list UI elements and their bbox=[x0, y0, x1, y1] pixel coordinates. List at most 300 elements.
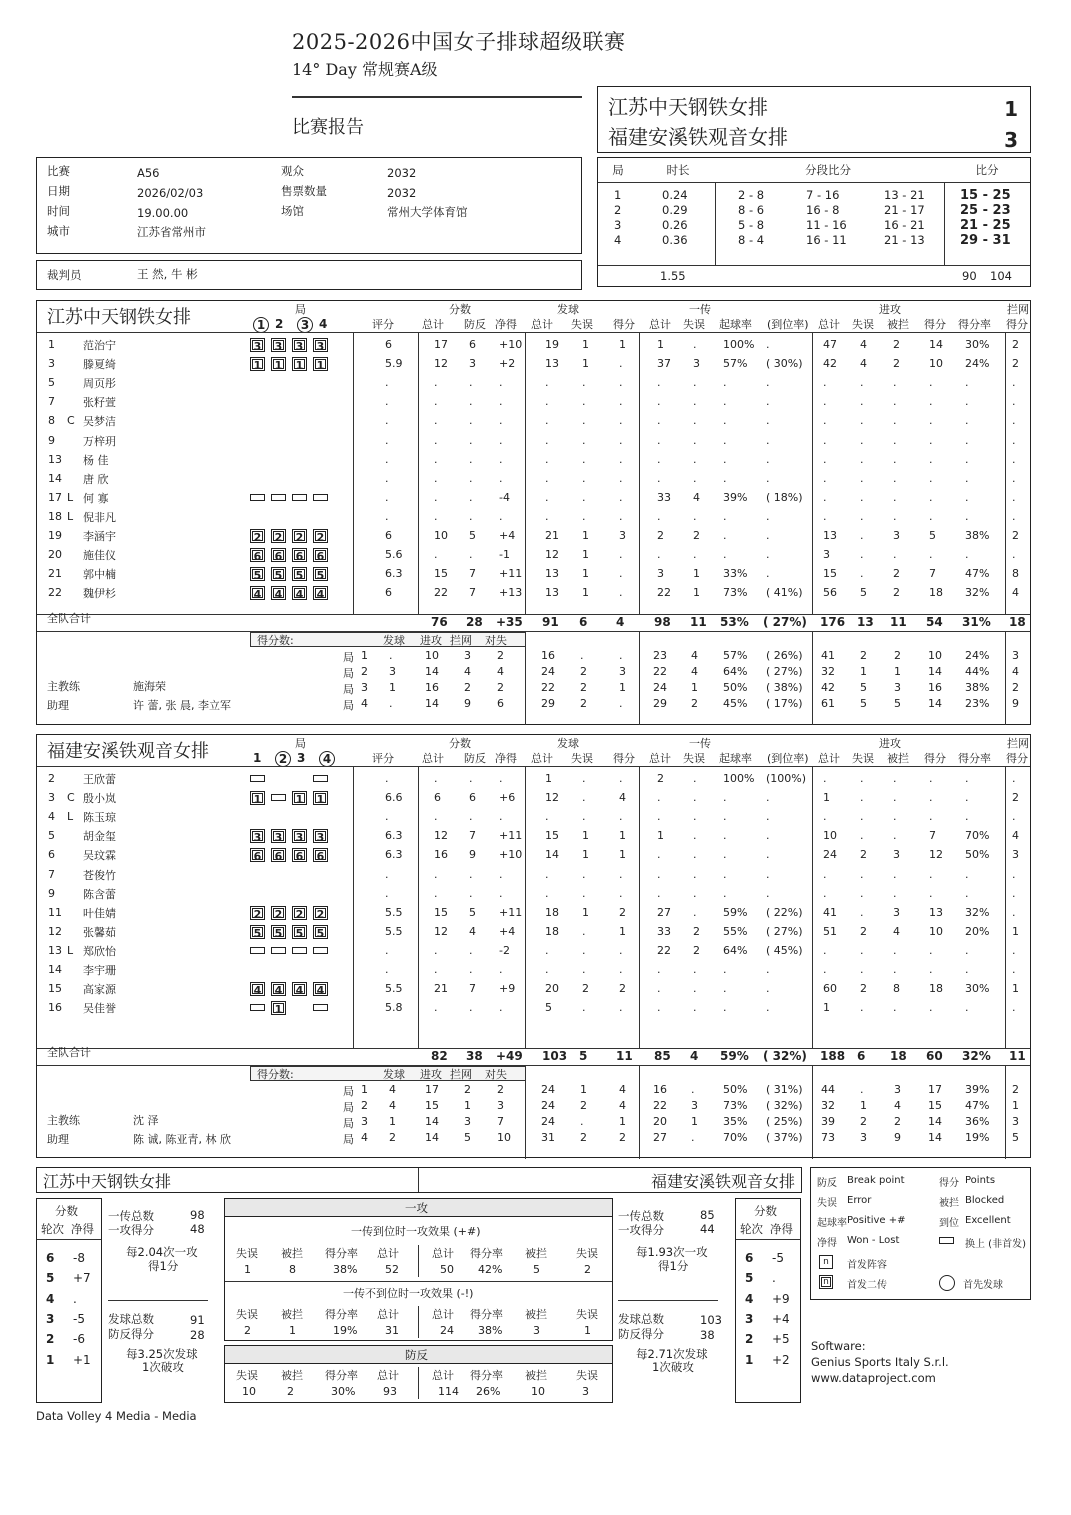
column-divider bbox=[418, 1306, 419, 1338]
stat-rec-err: . bbox=[693, 338, 697, 351]
positive-value: 8 bbox=[289, 1263, 296, 1276]
set-stat-att: 15 bbox=[425, 1099, 439, 1112]
stat-att-pct: . bbox=[965, 490, 969, 504]
stat-rec-pos: 64% bbox=[723, 943, 748, 957]
stat-bp: 5 bbox=[469, 529, 476, 542]
rotation-number: 3 bbox=[46, 1311, 55, 1326]
set-stat-a-pct: 39% bbox=[965, 1083, 990, 1096]
stat-pts: 12 bbox=[434, 924, 448, 938]
stat-srv-err: 1 bbox=[582, 338, 589, 351]
player-name: 郭中楠 bbox=[83, 568, 116, 582]
set-stat-blk: 3 bbox=[464, 649, 471, 662]
total-points-home: 90 bbox=[962, 269, 977, 283]
rotation-number: 4 bbox=[46, 1291, 55, 1306]
stat-att-pts: . bbox=[929, 471, 933, 485]
stat-att-pts: . bbox=[929, 943, 933, 957]
team-total-rec-pos: 59% bbox=[720, 1049, 749, 1063]
stat-rec-exc: . bbox=[766, 414, 770, 428]
break-point-label: 防反得分 bbox=[618, 1327, 664, 1341]
player-name: 范治宁 bbox=[83, 339, 116, 352]
stat-wl: +4 bbox=[499, 529, 516, 542]
software-credit bbox=[811, 1338, 949, 1386]
column-header: 防反 bbox=[464, 318, 486, 331]
away-sets-won: 3 bbox=[1004, 128, 1018, 152]
substitute-marker bbox=[250, 1004, 265, 1011]
team-total-rec: 98 bbox=[654, 615, 671, 629]
player-name: 王欣蕾 bbox=[83, 773, 116, 786]
starting-position-value: 3 bbox=[253, 831, 262, 845]
stat-att: 10 bbox=[823, 829, 837, 843]
stat-att-blk: . bbox=[893, 772, 897, 785]
stat-srv-err: 1 bbox=[582, 357, 589, 371]
stat-vote: 5.6 bbox=[385, 548, 403, 562]
set-number: 2 bbox=[614, 203, 622, 217]
set-stat-s-pts: 1 bbox=[619, 1115, 626, 1128]
stat-blk: . bbox=[1012, 414, 1016, 428]
set-stat-b-pts: 3 bbox=[1012, 649, 1019, 662]
stat-rec-err: . bbox=[693, 376, 697, 390]
first-attack-column: 得分率 bbox=[325, 1247, 358, 1260]
transition-column: 被拦 bbox=[281, 1369, 303, 1382]
points-opp-header: 对失 bbox=[485, 1068, 507, 1081]
starting-position-box bbox=[271, 548, 286, 562]
stat-att-pct: 47% bbox=[965, 567, 990, 581]
group-header-reception: 一传 bbox=[689, 737, 711, 750]
row-divider bbox=[225, 1281, 612, 1282]
stat-rec: . bbox=[657, 963, 661, 976]
starting-position-box bbox=[271, 586, 286, 600]
column-header: 总计 bbox=[531, 318, 553, 331]
set-stat-a-pct: 36% bbox=[965, 1115, 990, 1128]
stat-att-err: . bbox=[860, 414, 864, 428]
set-stat-s-tot: 31 bbox=[541, 1131, 555, 1144]
stat-vote: . bbox=[385, 376, 389, 390]
stat-att: . bbox=[823, 433, 827, 447]
set-stat-a-blk: 3 bbox=[894, 1083, 901, 1096]
set-stat-a-err: 2 bbox=[860, 1115, 867, 1128]
player-name: 苍俊竹 bbox=[83, 868, 116, 882]
stat-srv-pts: . bbox=[619, 548, 623, 562]
team-total-label: 全队合计 bbox=[47, 612, 91, 625]
set-row-label: 局 bbox=[343, 667, 354, 680]
column-divider bbox=[353, 766, 354, 1048]
row-divider bbox=[108, 1300, 208, 1301]
stat-bp: 6 bbox=[469, 338, 476, 351]
stat-wl: . bbox=[499, 395, 503, 409]
player-name: 杨 佳 bbox=[83, 453, 109, 467]
stat-att-pct: . bbox=[965, 772, 969, 785]
set-stat-r-tot: 29 bbox=[653, 697, 667, 710]
stat-rec-exc: . bbox=[766, 848, 770, 862]
stat-vote: . bbox=[385, 414, 389, 428]
player-number: 6 bbox=[48, 848, 55, 862]
stat-rec-pos: 73% bbox=[723, 586, 748, 600]
set-stat-a-blk: 1 bbox=[894, 665, 901, 678]
first-attack-label: 一攻得分 bbox=[108, 1223, 154, 1237]
set-row-number: 1 bbox=[361, 1083, 368, 1096]
set-number: 1 bbox=[253, 751, 262, 765]
starting-position-value: 2 bbox=[316, 907, 325, 921]
stat-rec-pos: . bbox=[723, 529, 727, 542]
stat-srv-pts: 1 bbox=[619, 924, 626, 938]
set-partial-16: 11 - 16 bbox=[806, 218, 847, 232]
stat-wl: +2 bbox=[499, 357, 516, 371]
set-stat-r-tot: 27 bbox=[653, 1131, 667, 1144]
negative-value: 31 bbox=[385, 1324, 399, 1337]
set-stat-b-pts: 3 bbox=[1012, 1115, 1019, 1128]
stat-rec-pos: . bbox=[723, 829, 727, 843]
stat-srv: . bbox=[545, 471, 549, 485]
starting-position-value: 1 bbox=[295, 359, 304, 373]
city-label: 城市 bbox=[47, 224, 70, 238]
rotation-score-box bbox=[735, 1198, 801, 1403]
column-header: 失误 bbox=[852, 318, 874, 331]
set-stat-s-err: 2 bbox=[580, 1099, 587, 1112]
stat-rec-err: . bbox=[693, 867, 697, 881]
set-final-score: 25 - 23 bbox=[960, 203, 1011, 218]
set-stat-blk: 2 bbox=[464, 681, 471, 694]
starting-position-value: 3 bbox=[274, 831, 283, 845]
set-row-label: 局 bbox=[343, 1133, 354, 1146]
starting-position-box bbox=[292, 906, 307, 920]
starting-position-value: 2 bbox=[295, 907, 304, 921]
stat-bp: . bbox=[469, 395, 473, 409]
stat-att-pct: . bbox=[965, 509, 969, 523]
set-stat-s-tot: 24 bbox=[541, 1099, 555, 1112]
stat-rec-err: 1 bbox=[693, 586, 700, 600]
first-attack-title: 一攻 bbox=[405, 1201, 428, 1215]
player-number: 17 bbox=[48, 490, 62, 504]
stat-rec-pos: 39% bbox=[723, 490, 748, 504]
stat-vote: . bbox=[385, 963, 389, 976]
stat-bp: . bbox=[469, 471, 473, 485]
stat-pts: . bbox=[434, 1001, 438, 1015]
set-stat-a-pts: 14 bbox=[928, 697, 942, 710]
stat-att: . bbox=[823, 414, 827, 428]
set-partial-8: 5 - 8 bbox=[738, 218, 765, 232]
stat-att: . bbox=[823, 452, 827, 466]
set-partial-21: 16 - 21 bbox=[884, 218, 925, 232]
stat-att: . bbox=[823, 376, 827, 390]
championship-title: 2025-2026中国女子排球超级联赛 bbox=[292, 30, 626, 54]
stat-bp: . bbox=[469, 509, 473, 523]
rotation-net: -5 bbox=[73, 1311, 85, 1326]
stat-att-pct: 38% bbox=[965, 529, 990, 542]
stat-att-pct: . bbox=[965, 414, 969, 428]
team-total-srv-err: 6 bbox=[579, 615, 588, 629]
stat-bp: 7 bbox=[469, 829, 476, 843]
stat-att-err: . bbox=[860, 376, 864, 390]
set-stat-r-pos: 57% bbox=[723, 649, 748, 662]
player-number: 16 bbox=[48, 1001, 62, 1015]
team-total-blk: 18 bbox=[1009, 615, 1026, 629]
points-serve-header: 发球 bbox=[383, 634, 405, 647]
stat-srv-err: 1 bbox=[582, 848, 589, 862]
transition-value: 30% bbox=[331, 1385, 356, 1398]
set-row-number: 3 bbox=[361, 1115, 368, 1128]
stat-bp: . bbox=[469, 963, 473, 976]
stat-srv: 21 bbox=[545, 529, 559, 542]
stat-vote: 6.3 bbox=[385, 829, 403, 843]
stat-bp: 7 bbox=[469, 982, 476, 996]
stat-srv: . bbox=[545, 414, 549, 428]
stat-att-pts: 10 bbox=[929, 357, 943, 371]
set-stat-s-tot: 24 bbox=[541, 1115, 555, 1128]
team-total-srv: 103 bbox=[542, 1049, 568, 1063]
stat-rec: 22 bbox=[657, 586, 671, 600]
stat-vote: 5.9 bbox=[385, 357, 403, 371]
stat-att-blk: . bbox=[893, 414, 897, 428]
stat-att-pct: . bbox=[965, 867, 969, 881]
stat-srv-err: . bbox=[582, 963, 586, 976]
stat-rec-err: . bbox=[693, 963, 697, 976]
legend-term-cn: 到位 bbox=[939, 1218, 959, 1229]
rotation-number: 1 bbox=[46, 1352, 55, 1367]
stat-att-err: . bbox=[860, 509, 864, 523]
starting-setter-icon bbox=[819, 1275, 833, 1289]
player-number: 20 bbox=[48, 548, 62, 562]
stat-att-blk: . bbox=[893, 376, 897, 390]
rotation-number: 5 bbox=[745, 1271, 754, 1286]
stat-att-pct: 24% bbox=[965, 357, 990, 371]
player-number: 5 bbox=[48, 829, 55, 843]
stat-pts: . bbox=[434, 452, 438, 466]
player-number: 9 bbox=[48, 433, 55, 447]
starting-position-box bbox=[250, 529, 265, 543]
starting-position-value: 4 bbox=[295, 984, 304, 998]
stat-rec: . bbox=[657, 1001, 661, 1015]
set-stat-s-err: . bbox=[580, 1115, 584, 1128]
home-efficiency-summary bbox=[108, 1206, 218, 1406]
stat-rec: . bbox=[657, 867, 661, 881]
starting-position-box bbox=[271, 357, 286, 371]
first-attack-column: 总计 bbox=[432, 1308, 454, 1321]
stat-blk: . bbox=[1012, 867, 1016, 881]
starting-position-value: 5 bbox=[274, 569, 283, 583]
stat-bp: . bbox=[469, 376, 473, 390]
stat-srv-err: . bbox=[582, 509, 586, 523]
positive-value: 52 bbox=[385, 1263, 399, 1276]
serve-break-ratio: 每3.25次发球 bbox=[126, 1347, 198, 1361]
stat-rec-exc: . bbox=[766, 567, 770, 581]
team-total-att-pct: 32% bbox=[962, 1049, 991, 1063]
set-stat-att: 14 bbox=[425, 1131, 439, 1144]
legend-term-en: Points bbox=[965, 1175, 996, 1186]
stat-att-pts: . bbox=[929, 772, 933, 785]
stat-rec-pos: . bbox=[723, 1001, 727, 1015]
stat-srv-pts: 2 bbox=[619, 982, 626, 996]
stat-rec: 22 bbox=[657, 943, 671, 957]
stat-rec-exc: . bbox=[766, 529, 770, 542]
first-attack-column: 被拦 bbox=[525, 1308, 547, 1321]
starting-position-value: 2 bbox=[274, 907, 283, 921]
player-number: 22 bbox=[48, 586, 62, 600]
stat-att-err: 2 bbox=[860, 848, 867, 862]
tickets-value: 2032 bbox=[387, 186, 417, 200]
set-row-number: 4 bbox=[361, 697, 368, 710]
column-header: 得分率 bbox=[958, 318, 991, 331]
set-partial-16: 7 - 16 bbox=[806, 188, 840, 202]
coach-label: 主教练 bbox=[47, 1114, 80, 1127]
column-divider bbox=[1005, 631, 1006, 725]
team-total-srv-pts: 4 bbox=[616, 615, 625, 629]
starting-position-value: 3 bbox=[274, 340, 283, 353]
team-total-pts: 76 bbox=[431, 615, 448, 629]
stat-pts: . bbox=[434, 509, 438, 523]
time-value: 19.00.00 bbox=[137, 206, 189, 220]
stat-srv: . bbox=[545, 867, 549, 881]
stat-att-blk: . bbox=[893, 395, 897, 409]
stat-att: 24 bbox=[823, 848, 837, 862]
first-attack-column: 被拦 bbox=[281, 1247, 303, 1260]
stat-srv-err: 1 bbox=[582, 548, 589, 562]
divider bbox=[292, 96, 582, 98]
set-stat-a-pts: 17 bbox=[928, 1083, 942, 1096]
stat-att-err: . bbox=[860, 471, 864, 485]
stat-vote: . bbox=[385, 509, 389, 523]
legend-term-en: Excellent bbox=[965, 1215, 1011, 1226]
legend-term-cn: 得分 bbox=[939, 1178, 959, 1189]
stat-rec-err: 1 bbox=[693, 567, 700, 581]
stat-pts: . bbox=[434, 867, 438, 881]
starting-position-value: 4 bbox=[253, 588, 262, 602]
starting-position-box bbox=[250, 906, 265, 920]
set-partial-21: 21 - 17 bbox=[884, 203, 925, 217]
set-row-number: 1 bbox=[361, 649, 368, 662]
home-sets-won: 1 bbox=[1004, 97, 1018, 121]
stat-att-err: 2 bbox=[860, 982, 867, 996]
player-name: 吴佳誉 bbox=[83, 1002, 116, 1016]
stat-pts: . bbox=[434, 943, 438, 957]
set-stat-a-tot: 41 bbox=[821, 649, 835, 662]
transition-title: 防反 bbox=[405, 1348, 428, 1362]
stat-att: 1 bbox=[823, 1001, 830, 1015]
starting-position-box bbox=[292, 925, 307, 939]
player-name: 吴梦洁 bbox=[83, 415, 116, 429]
starting-position-box bbox=[313, 338, 328, 352]
starting-position-box bbox=[313, 906, 328, 920]
player-name: 施佳仪 bbox=[83, 549, 116, 563]
first-attack-column: 失误 bbox=[576, 1247, 598, 1260]
player-number: 11 bbox=[48, 905, 62, 919]
column-divider bbox=[1005, 332, 1006, 614]
team-total-att: 188 bbox=[820, 1049, 846, 1063]
substitute-marker bbox=[292, 494, 307, 501]
rotation-header: 分数 bbox=[754, 1204, 777, 1218]
stat-att-pts: . bbox=[929, 548, 933, 562]
player-name: 高家源 bbox=[83, 983, 116, 997]
set-stat-a-blk: 5 bbox=[894, 697, 901, 710]
stat-rec-exc: ( 41%) bbox=[766, 586, 803, 600]
stat-rec-exc: (100%) bbox=[766, 772, 807, 785]
stat-wl: . bbox=[499, 471, 503, 485]
player-name: 吴玟霖 bbox=[83, 849, 116, 863]
set-stat-r-tot: 23 bbox=[653, 649, 667, 662]
stat-att-pts: . bbox=[929, 414, 933, 428]
assistant-names: 陈 诚, 陈亚青, 林 欣 bbox=[133, 1133, 231, 1146]
set-stat-s-err: 2 bbox=[580, 697, 587, 710]
audience-value: 2032 bbox=[387, 166, 417, 180]
set-stat-srv: . bbox=[389, 649, 393, 662]
team-total-wl: +35 bbox=[496, 615, 523, 629]
stat-pts: . bbox=[434, 471, 438, 485]
column-header: 得分率 bbox=[958, 752, 991, 765]
set-number: 2 bbox=[275, 317, 284, 331]
stat-vote: . bbox=[385, 452, 389, 466]
set-stat-att: 16 bbox=[425, 681, 439, 694]
first-attack-column: 总计 bbox=[377, 1247, 399, 1260]
stat-pts: 15 bbox=[434, 905, 448, 919]
stat-rec-err: . bbox=[693, 829, 697, 843]
set-stat-a-tot: 32 bbox=[821, 665, 835, 678]
set-number-header bbox=[319, 317, 327, 331]
stat-rec-err: . bbox=[693, 848, 697, 862]
transition-value: 26% bbox=[476, 1385, 501, 1398]
stat-rec-pos: 100% bbox=[723, 338, 755, 351]
set-stat-a-tot: 44 bbox=[821, 1083, 835, 1096]
player-number: 2 bbox=[48, 772, 55, 785]
starting-position-value: 3 bbox=[316, 340, 325, 353]
set-stat-r-pos: 64% bbox=[723, 665, 748, 678]
stat-vote: . bbox=[385, 810, 389, 824]
set-stat-blk: 3 bbox=[464, 1115, 471, 1128]
sets-hdr-duration: 时长 bbox=[666, 163, 690, 177]
stat-rec-err: . bbox=[693, 810, 697, 824]
sets-hdr-score: 比分 bbox=[975, 163, 999, 177]
column-header: (到位率) bbox=[767, 318, 809, 331]
set-number-header bbox=[275, 751, 291, 767]
legend-term-cn: 被拦 bbox=[939, 1198, 959, 1209]
stat-att-err: . bbox=[860, 963, 864, 976]
first-attack-column: 失误 bbox=[236, 1247, 258, 1260]
negative-value: 38% bbox=[478, 1324, 503, 1337]
stat-rec: 3 bbox=[657, 567, 664, 581]
player-number: 3 bbox=[48, 357, 55, 371]
set-row-label: 局 bbox=[343, 699, 354, 712]
set-stat-opp: 2 bbox=[497, 1083, 504, 1096]
stat-att-err: 2 bbox=[860, 924, 867, 938]
stat-pts: . bbox=[434, 772, 438, 785]
stat-rec: 27 bbox=[657, 905, 671, 919]
first-serve-label: 首先发球 bbox=[963, 1280, 1003, 1291]
set-stat-blk: 5 bbox=[464, 1131, 471, 1144]
stat-att: . bbox=[823, 886, 827, 900]
serve-total-label: 发球总数 bbox=[108, 1312, 154, 1326]
set-stat-r-exc: ( 32%) bbox=[766, 1099, 803, 1112]
set-number-header bbox=[253, 317, 269, 333]
stat-wl: . bbox=[499, 1001, 503, 1015]
stat-att-pts: 18 bbox=[929, 586, 943, 600]
team-total-rec-pos: 53% bbox=[720, 615, 749, 629]
stat-att-err: . bbox=[860, 395, 864, 409]
set-stat-a-blk: 3 bbox=[894, 681, 901, 694]
stat-att-pts: . bbox=[929, 810, 933, 824]
starting-position-value: 1 bbox=[274, 359, 283, 373]
starting-position-value: 1 bbox=[253, 793, 262, 807]
starting-position-value: 3 bbox=[295, 831, 304, 845]
set-stat-att: 14 bbox=[425, 1115, 439, 1128]
stat-pts: 21 bbox=[434, 982, 448, 996]
player-number: 13 bbox=[48, 943, 62, 957]
substitute-marker bbox=[271, 494, 286, 501]
team-total-rec-err: 11 bbox=[690, 615, 707, 629]
starting-position-box bbox=[292, 791, 307, 805]
set-stat-r-pos: 70% bbox=[723, 1131, 748, 1144]
set-stat-s-tot: 29 bbox=[541, 697, 555, 710]
stat-att-pts: . bbox=[929, 433, 933, 447]
stat-att-pct: 30% bbox=[965, 338, 990, 351]
stat-bp: . bbox=[469, 548, 473, 562]
